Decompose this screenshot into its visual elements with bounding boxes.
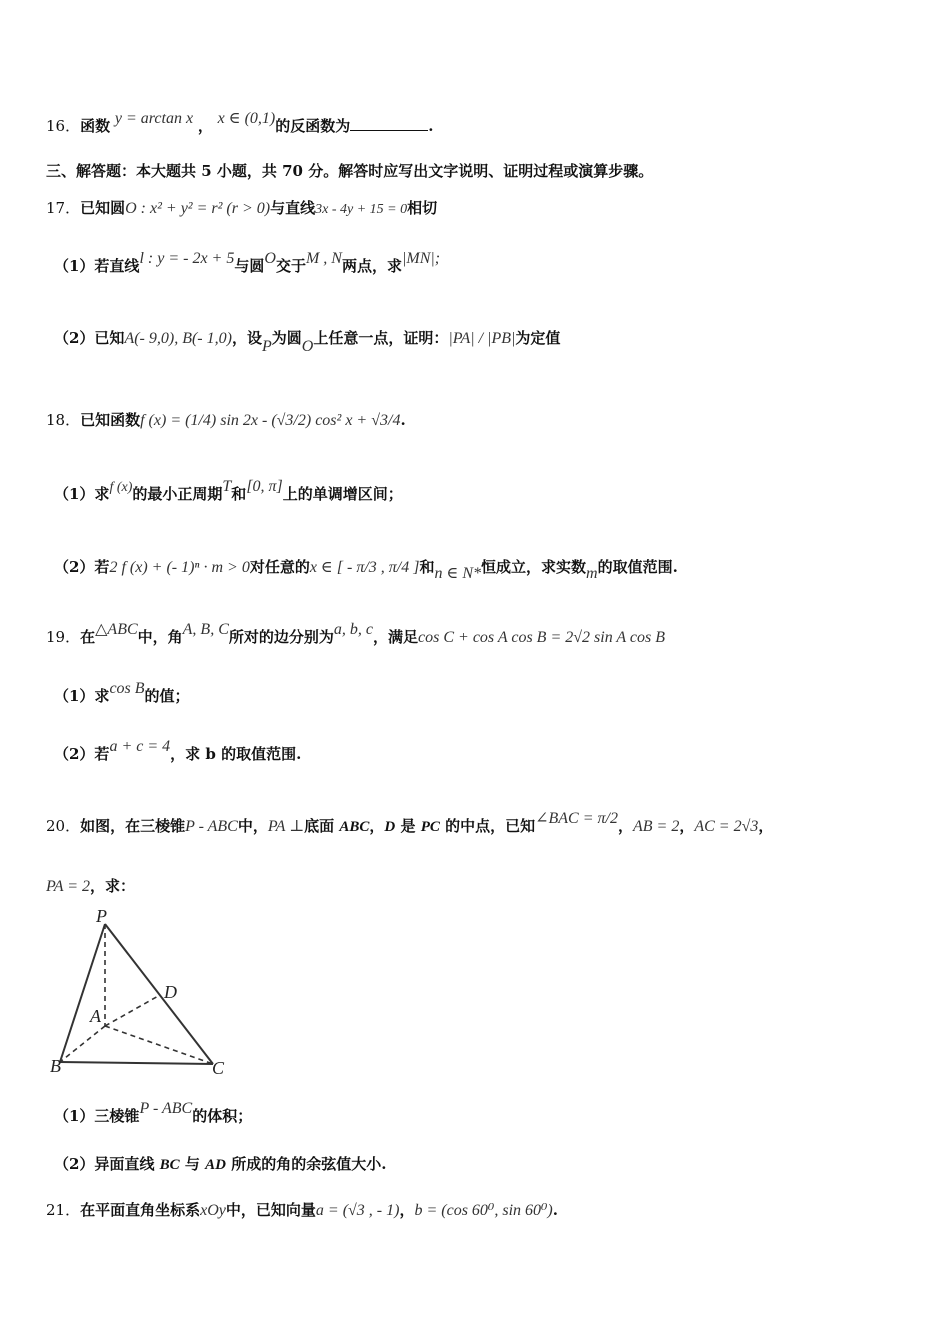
q21-line (46, 1200, 910, 1221)
q21-math-xOy: xOy (200, 1202, 226, 1219)
q19-math-sides: a, b, c (333, 621, 373, 638)
q21-math-vector-b: b = (cos 60⁰, sin 60⁰) (414, 1202, 553, 1219)
q18-part1 (46, 478, 910, 506)
q19-part1-label: （1）求 (54, 687, 110, 705)
q18-part2-math-x-range: x ∈ [ - π/3 , π/4 ] (309, 559, 420, 576)
q19-text-2: 中，角 (137, 628, 183, 646)
q17-part1-math-O: O (264, 250, 276, 267)
q20-text-5: 是 (395, 817, 421, 835)
q17-text-3: 相切 (407, 199, 438, 217)
q20-math-pyramid: P - ABC (185, 818, 238, 835)
q16-answer-blank (350, 116, 428, 131)
q20-part1-math-pyramid: P - ABC (139, 1100, 193, 1117)
q20-text-7: ， (617, 817, 633, 835)
q17-part1-math-MN: M , N (305, 250, 342, 267)
label-P: P (96, 906, 107, 926)
q18-text-2: . (400, 411, 406, 429)
q21-number: 21． (46, 1201, 81, 1219)
q20-math-AB: AB = 2 (633, 818, 680, 835)
q20-line (46, 810, 910, 837)
q19-text-4: ，满足 (373, 628, 419, 646)
q19-part2 (46, 738, 910, 765)
q20-math-AC: AC = 2√3 (694, 818, 759, 835)
q20-bold-D: D (384, 819, 396, 835)
q17-part2-math-points: A(- 9,0), B(- 1,0) (124, 330, 232, 347)
q16-text-1: 函数 (80, 117, 111, 135)
q20-bold-PC: PC (420, 819, 440, 835)
q19-part2-text-1: ，求 b 的取值范围. (170, 745, 302, 763)
q17-part1-text-2: 交于 (275, 257, 306, 275)
label-A: A (90, 1006, 101, 1026)
q17-part1 (46, 250, 910, 277)
q17-part2-label: （2）已知 (54, 329, 125, 347)
q20-text-8: ， (679, 817, 695, 835)
q20-part1-label: （1）三棱锥 (54, 1107, 140, 1125)
q17-part2 (46, 328, 910, 355)
q16-text-2: ， (197, 117, 213, 135)
q20-part1 (46, 1100, 910, 1127)
q18-part1-text-2: 和 (231, 485, 247, 503)
q17-part1-label: （1）若直线 (54, 257, 140, 275)
q19-part2-label: （2）若 (54, 745, 110, 763)
q21-text-3: ， (399, 1201, 415, 1219)
q20-bold-ABC: ABC (339, 819, 370, 835)
q18-part1-math-interval: [0, π] (246, 478, 283, 495)
label-C: C (212, 1058, 225, 1078)
q17-part1-text-3: 两点，求 (341, 257, 402, 275)
q18-part1-math-f: f (x) (109, 480, 133, 495)
q18-part1-text-1: 的最小正周期 (132, 485, 223, 503)
q18-part1-label: （1）求 (54, 485, 110, 503)
q18-part2-text-2: 和 (419, 558, 435, 576)
q18-part2-text-4: 的取值范围. (597, 558, 678, 576)
label-B: B (50, 1056, 61, 1076)
q19-part1-text-1: 的值； (144, 687, 190, 705)
q20-text-9: ， (758, 817, 774, 835)
q21-text-4: . (552, 1201, 558, 1219)
q17-part2-math-ratio: |PA| / |PB| (448, 330, 516, 347)
label-D: D (164, 982, 177, 1002)
edge-BC (60, 1062, 213, 1064)
q17-part2-text-4: 为定值 (515, 329, 561, 347)
q18-number: 18． (46, 411, 81, 429)
q19-math-condition: cos C + cos A cos B = 2√2 sin A cos B (418, 629, 665, 646)
q18-part2-label: （2）若 (54, 558, 110, 576)
q18-line (46, 410, 910, 431)
pyramid-figure (48, 902, 248, 1082)
q20-line2-text: ，求： (90, 877, 136, 895)
q18-part2-math-inequality: 2 f (x) + (- 1)ⁿ · m > 0 (109, 559, 250, 576)
q18-math-function: f (x) = (1/4) sin 2x - (√3/2) cos² x + √3/4 (140, 412, 401, 429)
q20-math-perp: PA ⊥ (267, 818, 305, 835)
edge-PB (60, 924, 105, 1062)
edge-PC (105, 924, 213, 1064)
q20-math-PA: PA = 2 (46, 878, 90, 895)
q18-part2-math-n: n ∈ N* (434, 565, 482, 582)
q18-part2-math-m: m (586, 565, 598, 582)
q18-part2 (46, 557, 910, 582)
q19-part1 (46, 680, 910, 707)
q18-part2-text-1: 对任意的 (249, 558, 310, 576)
q19-part2-math-sum: a + c = 4 (109, 738, 171, 755)
q16-math-function: y = arctan x (114, 110, 194, 127)
q19-math-triangle: △ABC (95, 621, 138, 638)
q16-math-domain: x ∈ (0,1) (217, 110, 276, 127)
q17-part2-math-O: O (301, 338, 314, 355)
q16-number: 16． (46, 117, 81, 135)
q21-text-2: 中，已知向量 (225, 1201, 316, 1219)
q17-text-2: 与直线 (270, 199, 316, 217)
section-3-heading: 三、解答题：本大题共 5 小题，共 70 分。解答时应写出文字说明、证明过程或演算步骤。 (46, 162, 654, 180)
q17-part1-text-1: 与圆 (234, 257, 265, 275)
q17-part2-text-2: 为圆 (271, 329, 302, 347)
q18-part1-math-T: T (222, 478, 232, 495)
q20-part2-text-2: 所成的角的余弦值大小. (225, 1155, 387, 1173)
q20-text-2: 中， (237, 817, 268, 835)
q19-number: 19． (46, 628, 81, 646)
q17-line (46, 198, 910, 220)
q18-text-1: 已知函数 (80, 411, 141, 429)
q17-math-line: 3x - 4y + 15 = 0 (315, 202, 408, 217)
q20-text-6: 的中点，已知 (439, 817, 536, 835)
q17-part2-text-1: ，设 (231, 329, 262, 347)
q20-math-angle: ∠BAC = π/2 (535, 810, 618, 827)
q16-text-4: . (428, 117, 434, 135)
q20-text-4: ， (369, 817, 385, 835)
q20-part2-bold-BC: BC (159, 1157, 180, 1173)
q20-text-3: 底面 (304, 817, 340, 835)
q19-line (46, 621, 910, 648)
q20-part2-label: （2）异面直线 (54, 1155, 160, 1173)
q19-part1-math-cosB: cos B (109, 680, 145, 697)
q18-part2-text-3: 恒成立，求实数 (481, 558, 587, 576)
q20-part1-text-1: 的体积； (192, 1107, 253, 1125)
q17-part2-math-P: P (261, 338, 272, 355)
q17-number: 17． (46, 199, 81, 217)
q19-text-3: 所对的边分别为 (228, 628, 334, 646)
q17-part2-text-3: 上任意一点，证明： (313, 329, 449, 347)
q19-text-1: 在 (80, 628, 96, 646)
q20-part2-bold-AD: AD (205, 1157, 226, 1173)
q19-math-angles: A, B, C (182, 621, 229, 638)
q20-line-2 (46, 876, 910, 897)
q21-text-1: 在平面直角坐标系 (80, 1201, 201, 1219)
q20-part2-text-1: 与 (179, 1155, 206, 1173)
q17-part1-math-abs-MN: |MN|; (401, 250, 441, 267)
q21-math-vector-a: a = (√3 , - 1) (315, 1202, 400, 1219)
q16-line (46, 110, 910, 137)
edge-AC (105, 1026, 213, 1064)
q18-part1-text-3: 上的单调增区间； (282, 485, 403, 503)
q17-math-circle: O : x² + y² = r² (r > 0) (125, 200, 271, 217)
q20-number: 20． (46, 817, 81, 835)
q16-text-3: 的反函数为 (275, 117, 351, 135)
q17-part1-math-line: l : y = - 2x + 5 (139, 250, 235, 267)
q20-text-1: 如图，在三棱锥 (80, 817, 186, 835)
q20-part2 (46, 1154, 910, 1175)
q17-text-1: 已知圆 (80, 199, 126, 217)
edge-AD (105, 995, 160, 1026)
